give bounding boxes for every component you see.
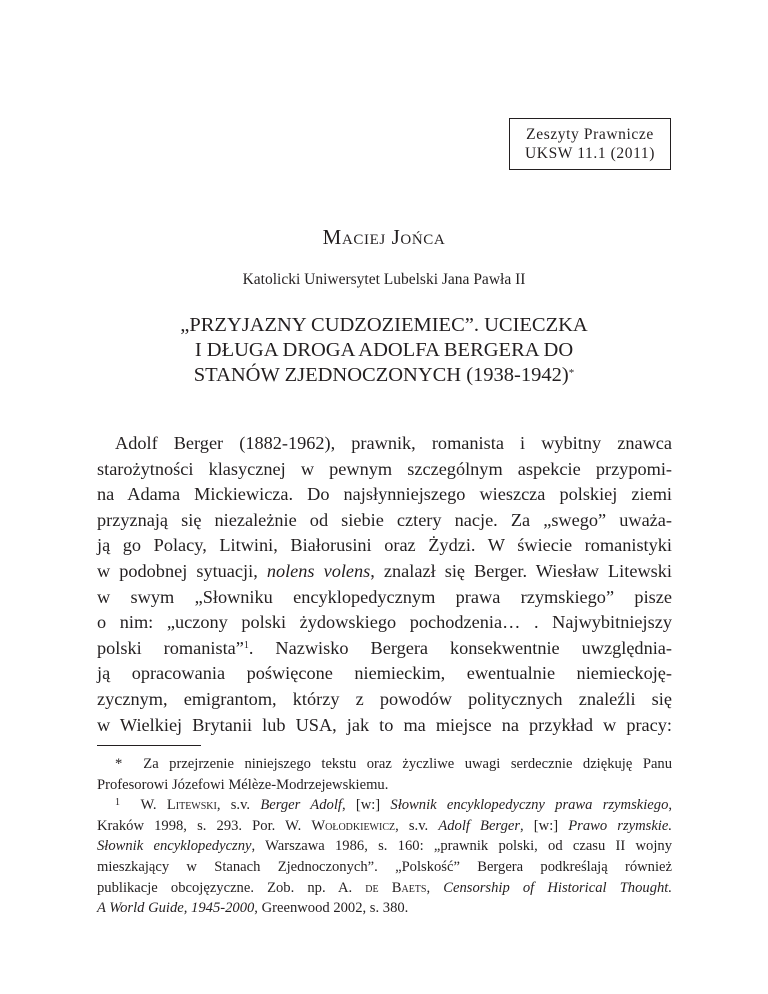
footnote-1-line [97,836,672,857]
footnote-star-marker: * [115,756,123,772]
body-line: przyznają się niezależnie od siebie cztery nacje. Za „swego” uważa- [97,509,672,530]
footnote-text: , [668,797,673,814]
footnote-text: , [426,879,444,896]
body-line: w Wielkiej Brytanii lub USA, jak to ma miejsce na przykład w pracy: [97,714,672,735]
body-line: Adolf Berger (1882-1962), prawnik, romanista i wybitny znawca [115,433,672,453]
footnote-author: de Baets [365,879,427,896]
body-line: starożytności klasycznej w pewnym szczególnym aspekcie przypomi- [97,458,672,479]
author-name: Maciej Jońca [322,225,446,249]
body-line: o nim: „uczony polski żydowskiego pochodzenia… . Najwybitniejszy [97,612,672,633]
footnote-author: Wołodkiewicz [311,817,396,834]
footnote-1-line [97,795,672,816]
article-title [0,313,768,388]
journal-info-box [509,118,671,170]
footnote-1-marker: 1 [115,797,120,809]
body-line: ją go Polacy, Litwini, Białorusini oraz Żydzi. W świecie romanistyki [97,535,672,556]
footnote-text: publikacje obcojęzyczne. Zob. np. A. [97,879,366,896]
footnote-italic: Słownik encyklopedyczny prawa rzymskiego [390,797,669,814]
footnote-author: Litewski [166,797,217,814]
author-affiliation: Katolicki Uniwersytet Lubelski Jana Pawła II [242,271,526,288]
footnote-1-line: mieszkający w Stanach Zjednoczonych”. „Polskość” Bergera podkreślają również [97,858,672,875]
footnote-italic: Słownik encyklopedyczny [97,838,252,855]
footnote-text: , [w:] [520,817,569,834]
journal-name: Zeszyty Prawnicze [526,126,654,143]
body-text-run: w podobnej sytuacji, [97,560,267,581]
footnote-1-line [97,816,672,837]
body-line [97,559,672,585]
body-text-run: , znalazł się Berger. Wiesław Litewski [370,560,672,581]
body-line: w swym „Słowniku encyklopedycznym prawa rzymskiego” pisze [97,586,672,607]
footnote-italic: A World Guide, 1945-2000 [97,900,255,917]
body-line: na Adama Mickiewicza. Do najsłynniejszego wieszcza polskiej ziemi [97,484,672,505]
footnote-italic: Censorship of Historical Thought. [443,879,672,896]
footnote-separator [97,745,201,746]
footnotes [97,754,672,919]
footnote-1-line [97,878,672,899]
footnote-star-line: Profesorowi Józefowi Mélèze-Modrzejewskiemu. [97,776,389,793]
footnote-text: , [w:] [341,797,391,814]
footnote-text: , Warszawa 1986, s. 160: „prawnik polski, od czasu II wojny [251,838,672,855]
title-line: I DŁUGA DROGA ADOLFA BERGERA DO [194,339,574,361]
body-text-run: polski romanista” [97,637,244,658]
body-line [97,636,672,662]
body-text-run: . Nazwisko Bergera konsekwentnie uwzględnia- [248,637,672,658]
footnote-star-line [97,754,672,775]
footnote-italic: Berger Adolf [260,797,342,814]
footnote-1-line [97,898,672,919]
body-paragraph [97,431,672,738]
footnote-italic: Adolf Berger [438,817,521,834]
footnote-text: Za przejrzenie niniejszego tekstu oraz życzliwe uwagi serdecznie dziękuję Panu [143,756,673,772]
footnote-text: , s.v. [216,797,261,814]
footnote-text: W. [140,797,167,814]
journal-volume: UKSW 11.1 (2011) [524,145,655,162]
title-line: „PRZYJAZNY CUDZOZIEMIEC”. UCIECZKA [180,314,588,336]
body-line: zycznym, emigrantom, którzy z powodów politycznych znaleźli się [97,688,672,709]
title-footnote-marker[interactable]: * [568,367,575,379]
footnote-text: , Greenwood 2002, s. 380. [254,900,409,917]
body-line: ją opracowania poświęcone niemieckim, ewentualnie niemieckoję- [97,663,672,684]
title-line-text: STANÓW ZJEDNOCZONYCH (1938-1942) [193,364,569,386]
footnote-text: Kraków 1998, s. 293. Por. W. [97,817,312,834]
footnote-italic: Prawo rzymskie. [568,817,672,834]
body-italic-phrase: nolens volens [266,560,371,581]
footnote-ref-1[interactable]: 1 [243,639,249,651]
title-line [0,363,768,388]
footnote-text: , s.v. [395,817,439,834]
